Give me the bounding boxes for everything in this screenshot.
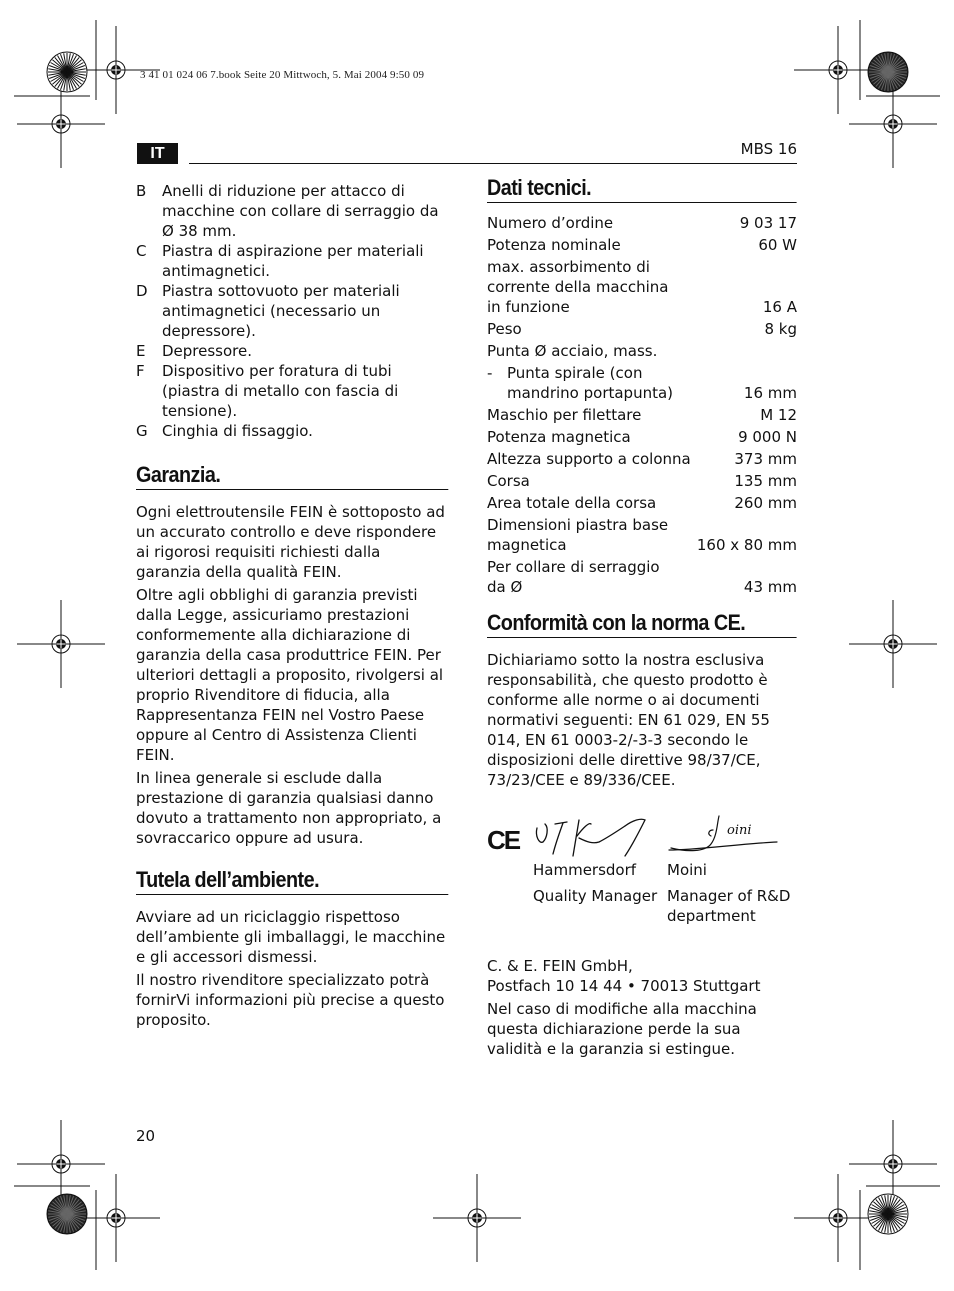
signatory-name: Moini	[667, 861, 707, 879]
item-letter: G	[136, 422, 148, 440]
page-number: 20	[136, 1127, 156, 1145]
header-rule	[189, 163, 797, 164]
list-item	[136, 421, 448, 441]
model-name: MBS 16	[740, 140, 797, 158]
item-letter: C	[136, 242, 147, 260]
spec-label: Area totale della corsa	[487, 494, 657, 512]
list-item	[136, 241, 448, 281]
spec-label: Per collare di serraggio da Ø	[487, 558, 660, 596]
list-item	[136, 181, 448, 241]
item-letter: D	[136, 282, 148, 300]
spec-table	[487, 213, 797, 597]
spec-row	[487, 257, 797, 317]
spec-label: Corsa	[487, 472, 530, 490]
conformity-heading: Conformità con la norma CE.	[487, 613, 797, 638]
spec-label	[487, 363, 736, 403]
spec-value: 16 A	[762, 298, 797, 316]
spec-row	[487, 235, 797, 255]
item-text: Piastra sottovuoto per materiali antimagnetici (necessario un depressore).	[162, 282, 400, 340]
warranty-paragraph: Oltre agli obblighi di garanzia previsti dalla Legge, assicuriamo prestazioni conformemente alla dichiarazione di garanzia della casa produttrice FEIN. Per ulteriori dettagli a proposito, rivolgersi al proprio Rivenditore di fiducia, alla Rappresentanza FEIN nel Vostro Paese oppure al Centro di Assistenza Clienti FEIN.	[136, 586, 444, 764]
right-column	[487, 175, 797, 1059]
list-item	[136, 341, 448, 361]
item-text: Depressore.	[162, 342, 253, 360]
item-letter: B	[136, 182, 147, 200]
spec-row	[487, 493, 797, 513]
spec-row	[487, 449, 797, 469]
spec-label: Maschio per filettare	[487, 406, 642, 424]
item-letter: F	[136, 362, 145, 380]
spec-value: 60 W	[758, 236, 797, 254]
spec-row	[487, 515, 797, 555]
spec-label: Dimensioni piastra base magnetica	[487, 516, 669, 554]
spec-row	[487, 427, 797, 447]
spec-label: Numero d’ordine	[487, 214, 614, 232]
warranty-heading: Garanzia.	[136, 465, 448, 490]
item-text: Cinghia di fissaggio.	[162, 422, 313, 440]
company-postal: Postfach 10 14 44 • 70013 Stuttgart	[487, 977, 761, 995]
signature-text: oini	[727, 823, 752, 838]
tech-heading: Dati tecnici.	[487, 178, 797, 203]
spec-value: 260 mm	[734, 494, 797, 512]
environment-section	[136, 867, 448, 1030]
spec-row	[487, 557, 797, 597]
spec-row	[487, 405, 797, 425]
left-column	[136, 181, 448, 1030]
item-text: Dispositivo per foratura di tubi (piastra di metallo con fascia di tensione).	[162, 362, 399, 420]
spec-row	[487, 213, 797, 233]
spec-value: 43 mm	[743, 578, 797, 596]
spec-value: 135 mm	[734, 472, 797, 490]
spec-row	[487, 471, 797, 491]
item-letter: E	[136, 342, 146, 360]
parts-list	[136, 181, 448, 441]
spec-value: M 12	[760, 406, 797, 424]
warranty-section	[136, 462, 448, 848]
conformity-note: Nel caso di modifiche alla macchina questa dichiarazione perde la sua validità e la garanzia si estingue.	[487, 1000, 757, 1058]
spec-sublabel: Punta spirale (con mandrino portapunta)	[507, 364, 674, 402]
warranty-paragraph: In linea generale si esclude dalla prestazione di garanzia qualsiasi danno dovuto a trattamento non appropriato, a sovraccarico oppure ad usura.	[136, 769, 442, 847]
sub-dash: -	[487, 364, 493, 382]
spec-value: 373 mm	[734, 450, 797, 468]
spec-value: 9 000 N	[738, 428, 797, 446]
spec-row	[487, 319, 797, 339]
item-text: Anelli di riduzione per attacco di macchine con collare di serraggio da Ø 38 mm.	[162, 182, 439, 240]
item-text: Piastra di aspirazione per materiali antimagnetici.	[162, 242, 424, 280]
environment-paragraph: Avviare ad un riciclaggio rispettoso dell’ambiente gli imballaggi, le macchine e gli accessori dismessi.	[136, 908, 446, 966]
spec-label: max. assorbimento di corrente della macchina in funzione	[487, 258, 669, 316]
conformity-section	[487, 610, 797, 1059]
signatory-role: Manager of R&D department	[667, 887, 791, 925]
print-info: 3 41 01 024 06 7.book Seite 20 Mittwoch, 5. Mai 2004 9:50 09	[140, 69, 425, 81]
signature-block	[487, 814, 797, 964]
spec-value: 8 kg	[764, 320, 797, 338]
signatory-hammersdorf	[533, 858, 657, 906]
environment-paragraph: Il nostro rivenditore specializzato potrà fornirVi informazioni più precise a questo proposito.	[136, 971, 445, 1029]
conformity-text: Dichiariamo sotto la nostra esclusiva responsabilità, che questo prodotto è conforme alle norme o ai documenti normativi seguenti: EN 61 029, EN 55 014, EN 61 0003-2/-3-3 secondo le disposizioni delle direttive 98/37/CE, 73/23/CEE e 89/336/CEE.	[487, 651, 770, 789]
list-item	[136, 281, 448, 341]
warranty-paragraph: Ogni elettroutensile FEIN è sottoposto ad un accurato controllo e deve rispondere ai rigorosi requisiti richiesti dalla garanzia della qualità FEIN.	[136, 503, 445, 581]
spec-label: Punta Ø acciaio, mass.	[487, 342, 658, 360]
spec-label: Altezza supporto a colonna	[487, 450, 691, 468]
language-badge: IT	[137, 143, 178, 164]
list-item	[136, 361, 448, 421]
signatory-name: Hammersdorf	[533, 861, 637, 879]
spec-value: 9 03 17	[739, 214, 797, 232]
signatory-role: Quality Manager	[533, 887, 658, 905]
environment-heading: Tutela dell’ambiente.	[136, 870, 448, 895]
spec-label: Potenza nominale	[487, 236, 621, 254]
spec-value: 16 mm	[743, 384, 797, 402]
spec-row	[487, 341, 797, 361]
ce-mark: CE	[487, 825, 520, 855]
signature-moini	[667, 814, 787, 860]
company-name: C. & E. FEIN GmbH,	[487, 957, 633, 975]
tech-section	[487, 175, 797, 597]
signature-hammersdorf	[533, 814, 653, 860]
spec-value: 160 x 80 mm	[696, 536, 797, 554]
spec-label: Peso	[487, 320, 522, 338]
signatory-moini	[667, 858, 797, 926]
spec-label: Potenza magnetica	[487, 428, 631, 446]
spec-row	[487, 363, 797, 403]
